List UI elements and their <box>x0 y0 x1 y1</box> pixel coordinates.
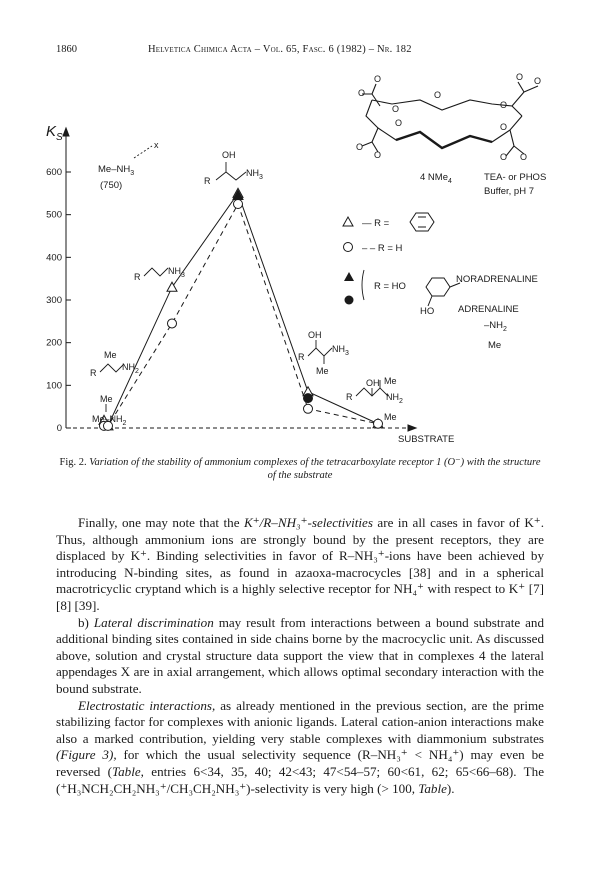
label-r: R <box>346 392 353 402</box>
data-series <box>99 188 383 430</box>
receptor-atoms <box>356 72 541 162</box>
data-point-circle <box>234 200 243 209</box>
data-point-circle <box>304 394 313 403</box>
series-line <box>104 204 378 426</box>
label-r: R <box>134 272 141 282</box>
legend-circle-open-icon <box>344 243 353 252</box>
label-r: R <box>204 176 211 186</box>
atom-o: O <box>358 88 366 98</box>
label-oh: OH <box>222 150 236 160</box>
body-text <box>56 515 544 797</box>
legend-circle-text: – – R = H <box>362 243 403 254</box>
legend-adrenaline: ADRENALINE <box>458 304 519 315</box>
atom-o-minus: O <box>520 152 528 162</box>
substrate-labels <box>90 150 403 427</box>
legend-brace <box>362 270 364 300</box>
y-ticks <box>46 167 71 434</box>
series-line <box>104 193 378 426</box>
y-tick-label: 0 <box>56 423 62 434</box>
atom-o: O <box>516 72 524 82</box>
label-nh3: $NH_3$ <box>246 168 263 181</box>
legend-triangle-text: — R = <box>362 218 390 229</box>
atom-o-minus: O <box>534 76 542 86</box>
receptor-structure <box>362 82 538 156</box>
label-me: Me <box>384 412 397 422</box>
y-axis-label: $K_S$ <box>46 123 63 143</box>
macrocycle-ring-bottom <box>366 100 522 148</box>
atom-o: O <box>395 118 403 128</box>
label-nh3: $NH_3$ <box>168 266 185 279</box>
legend-me-label: Me <box>488 340 502 351</box>
label-me: Me <box>100 394 113 404</box>
y-tick-label: 200 <box>46 337 62 349</box>
running-head: Helvetica Chimica Acta – Vol. 65, Fasc. 6 (1982) – Nr. 182 <box>148 44 412 55</box>
data-point-circle <box>168 319 177 328</box>
label-r: R <box>298 352 305 362</box>
legend-noradrenaline: NORADRENALINE <box>456 274 538 285</box>
legend-ho-label: HO <box>420 306 435 317</box>
atom-o: O <box>500 100 508 110</box>
atom-o: O <box>434 90 442 100</box>
legend <box>343 213 538 351</box>
label-me: Me <box>104 350 117 360</box>
y-axis-arrow-icon <box>63 128 69 136</box>
macrocycle-bold-edge <box>396 132 492 148</box>
y-axis-label-sub: S <box>56 132 63 143</box>
receptor-label: 4 NMe$_4$ <box>420 172 452 185</box>
data-point-circle <box>374 419 383 428</box>
page-number: 1860 <box>56 44 77 55</box>
legend-nh2-label: $-NH_2$ <box>484 320 507 333</box>
paragraph-1: Finally, one may note that the K⁺/R–NH₃⁺-selectivities are in all cases in favor of K⁺. Thus, although ammonium ions are strongly bound by the present receptors, they are displaced by K⁺. Binding selectivities in favor of R–NH₃⁺-ions have been achieved by introducing N-binding sites, as found in azaoxa-macrocycles [38] and in a spherical macrotricyclic cryptand which is a highly selective receptor for NH₄⁺ with respect to K⁺ [7] [8] [39]. <box>56 515 544 613</box>
structure-s5 <box>308 340 332 364</box>
atom-o: O <box>374 150 382 160</box>
y-tick-label: 500 <box>46 209 62 221</box>
structure-s4 <box>216 162 246 180</box>
y-tick-label: 300 <box>46 295 62 306</box>
label-nh2: $NH_2$ <box>386 392 403 405</box>
x-marker: x <box>154 140 159 150</box>
structure-s3 <box>144 268 168 276</box>
label-me-nh2: $Me-NH_2$ <box>92 414 127 427</box>
paragraph-3: Electrostatic interactions, as already mentioned in the previous section, are the prime stabilizing factor for complexes with anionic ligands. Lateral cation-anion interactions make also a marked contribution, yielding very stable complexes with diammonium substrates (Figure 3), for which the usual selectivity sequence (R–NH₃⁺ < NH₄⁺) may even be reversed (Table, entries 6<34, 35, 40; 42<43; 47<54–57; 60<61, 62; 65<66–68). The (⁺H₃NCH₂CH₂NH₃⁺/CH₃CH₂NH₃⁺)-selectivity is very high (> 100, Table). <box>56 697 545 796</box>
receptor-buffer-line-2: Buffer, pH 7 <box>484 186 534 197</box>
ion-label: $Me-NH_3$ <box>98 164 135 177</box>
ion-value: (750) <box>100 180 123 191</box>
receptor-buffer-line-1: TEA- or PHOS <box>484 172 547 183</box>
ion-arrow <box>134 146 152 158</box>
y-tick-label: 600 <box>46 167 62 178</box>
label-me: Me <box>316 366 329 376</box>
label-me: Me <box>384 376 397 386</box>
y-tick-label: 100 <box>46 380 62 392</box>
paragraph-2: b) Lateral discrimination may result from interactions between a bound substrate and additional binding sites contained in side chains borne by the macrocyclic unit. As discussed above, solution and crystal structure data support the view that in complexes 4 the lateral appendages X are in axial arrangement, which allows optimal secondary interaction with the bound substrate. <box>56 614 545 696</box>
atom-o: O <box>374 74 382 84</box>
legend-triangle-filled-icon <box>344 272 354 281</box>
label-oh: OH <box>366 378 380 388</box>
atom-o: O <box>500 122 508 132</box>
substrate-structures <box>100 162 388 412</box>
y-tick-label: 400 <box>46 252 62 264</box>
label-r: R <box>90 368 97 378</box>
figure-caption <box>58 456 542 482</box>
label-nh2: $NH_2$ <box>122 362 139 375</box>
atom-o: O <box>392 104 400 114</box>
label-nh3: $NH_3$ <box>332 344 349 357</box>
atom-o-minus: O <box>356 142 364 152</box>
caption-text: Variation of the stability of ammonium complexes of the tetracarboxylate receptor 1 (O⁻) with the structure of the substrate <box>89 457 541 481</box>
legend-catechol-icon <box>426 278 460 306</box>
legend-filled-text: R = HO <box>374 281 406 292</box>
x-axis-arrow-icon <box>408 425 416 431</box>
data-point-triangle <box>167 282 177 291</box>
label-oh: OH <box>308 330 322 340</box>
data-point-circle <box>304 404 313 413</box>
legend-circle-filled-icon <box>345 296 354 305</box>
legend-phenyl-icon <box>410 213 434 231</box>
atom-o: O <box>500 152 508 162</box>
caption-label: Fig. 2. <box>59 457 87 468</box>
structure-s1 <box>100 364 124 372</box>
carboxylate-bottom-left <box>362 128 378 152</box>
legend-triangle-open-icon <box>343 217 353 226</box>
x-axis-label: SUBSTRATE <box>398 434 455 445</box>
